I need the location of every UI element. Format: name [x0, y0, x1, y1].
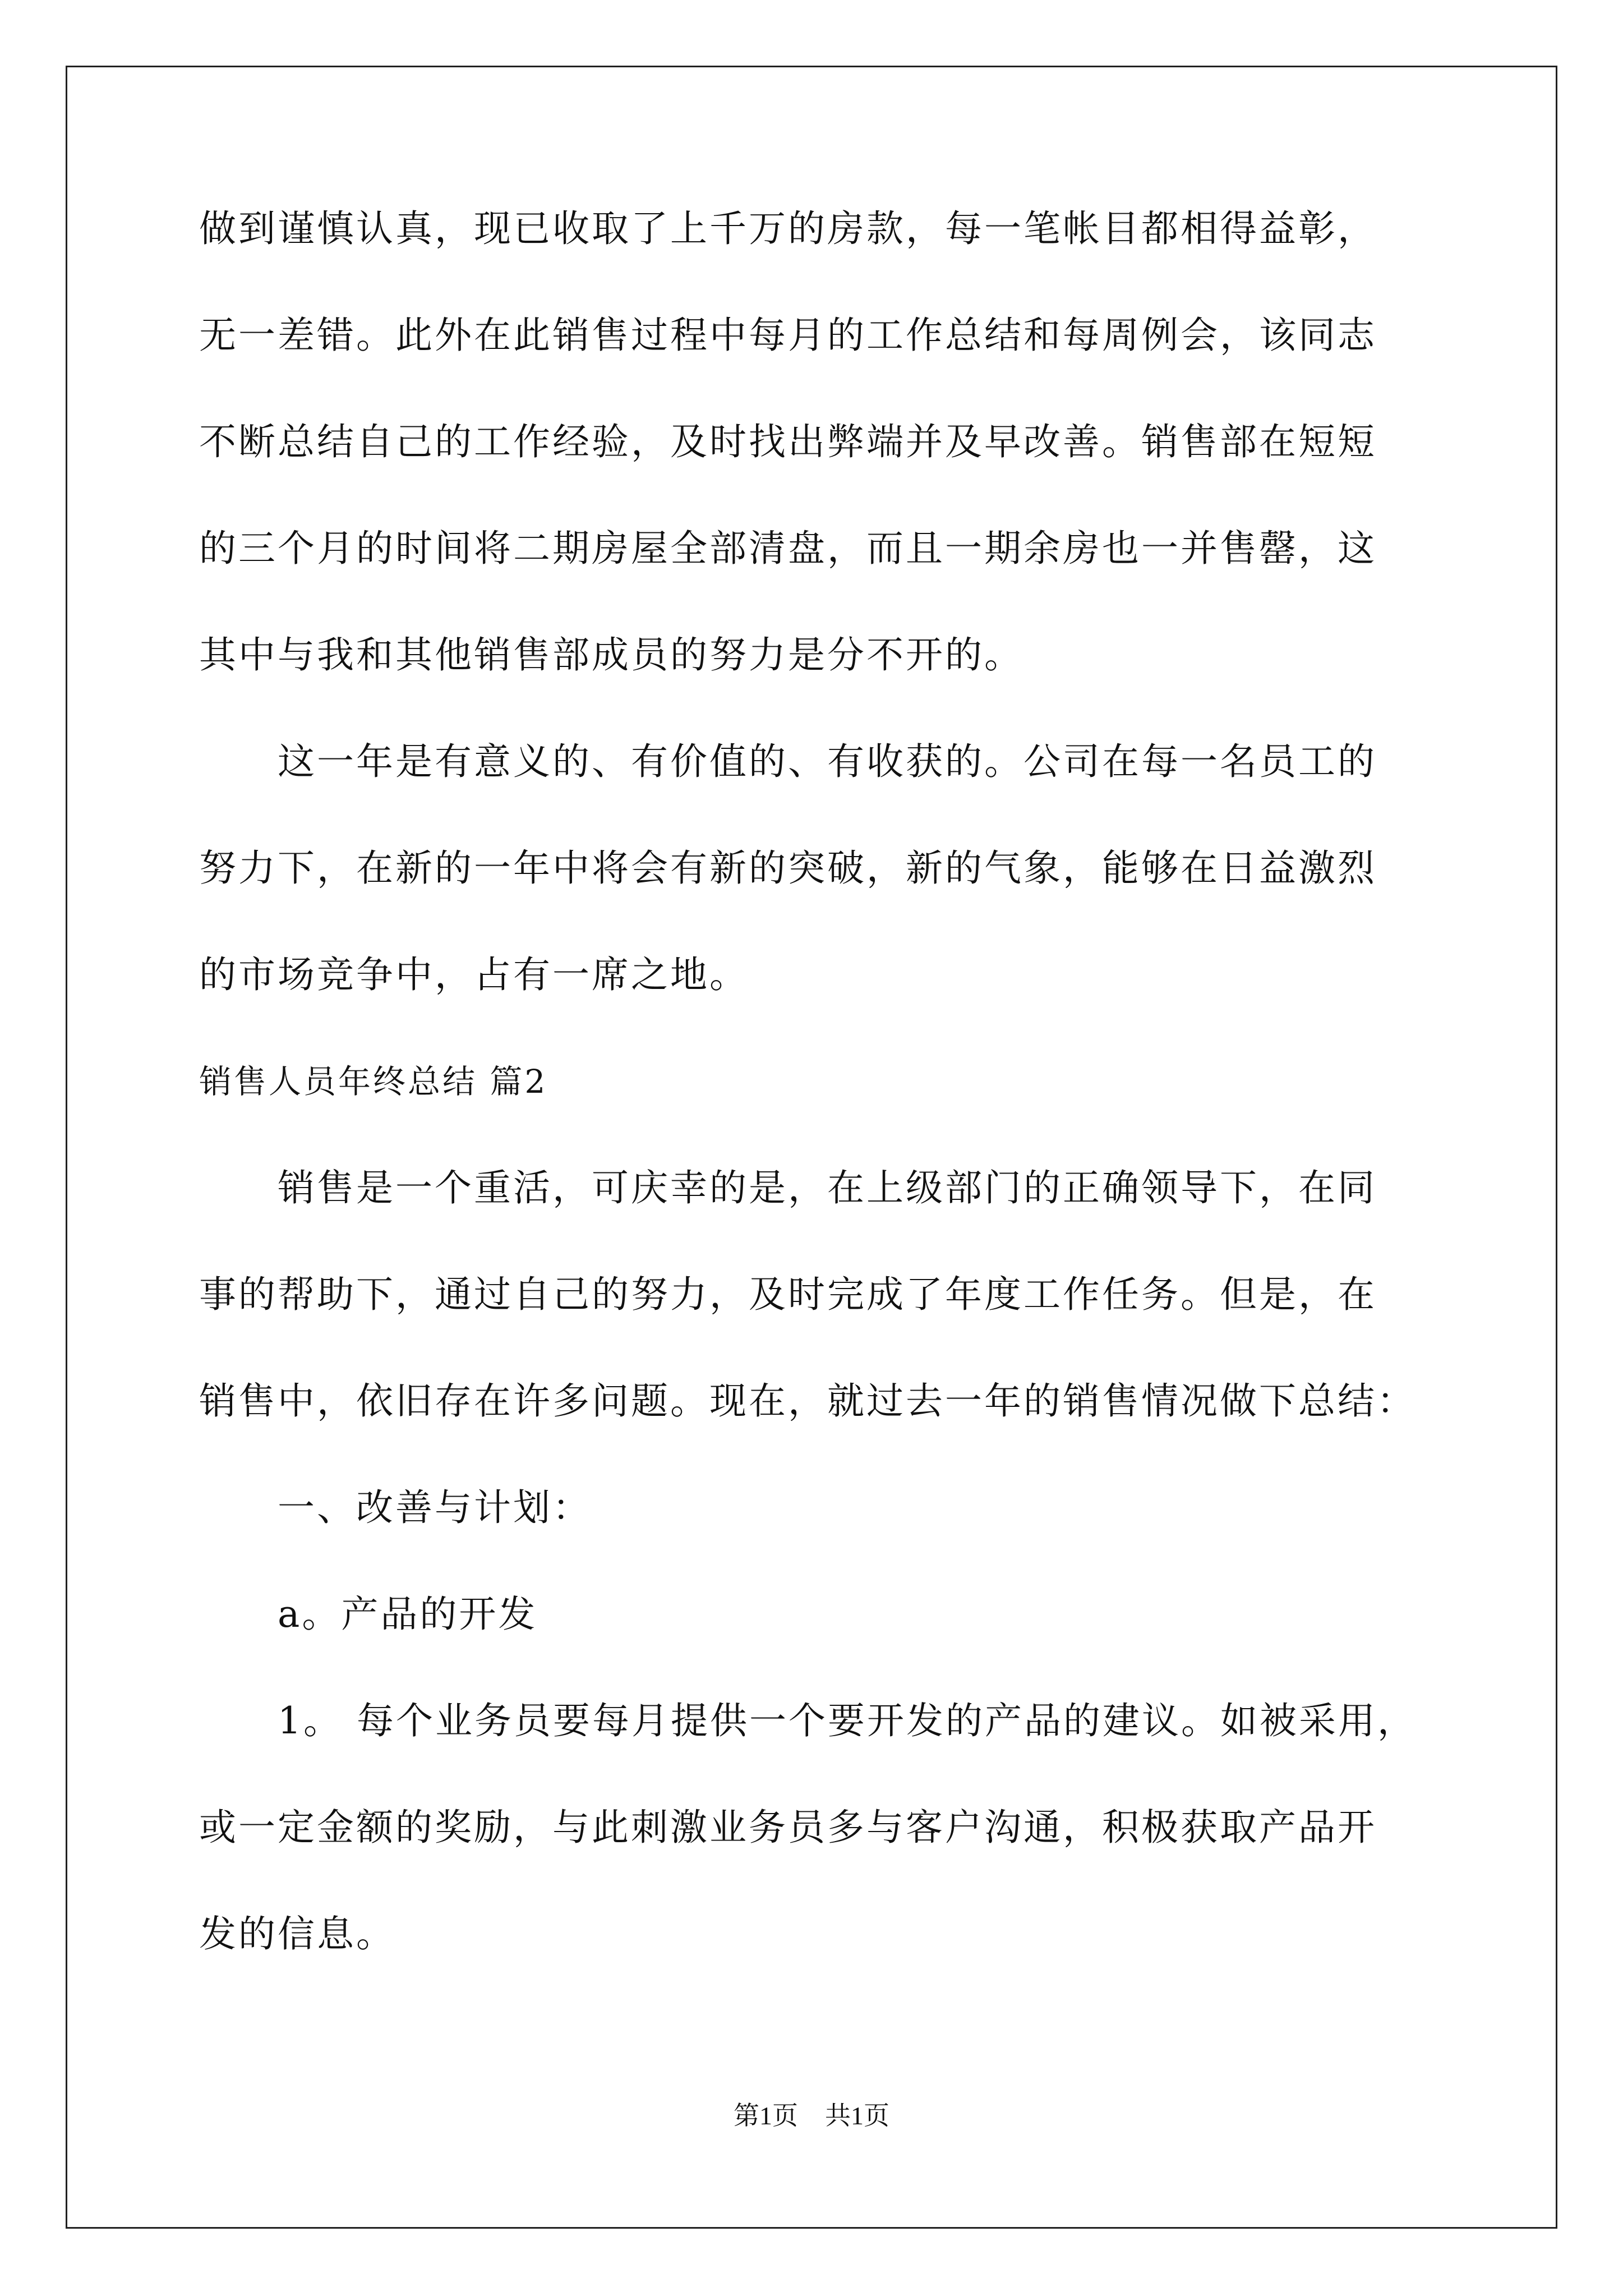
- paragraph-line: 其中与我和其他销售部成员的努力是分不开的。: [199, 633, 1023, 677]
- document-body: [199, 207, 1433, 2022]
- paragraph-line: 的市场竞争中，占有一席之地。: [199, 953, 749, 996]
- paragraph-line: 事的帮助下，通过自己的努力，及时完成了年度工作任务。但是，在: [199, 1273, 1377, 1316]
- paragraph-line: 或一定金额的奖励，与此刺激业务员多与客户沟通，积极获取产品开: [199, 1806, 1377, 1849]
- paragraph-line: 的三个月的时间将二期房屋全部清盘，而且一期余房也一并售罄，这: [199, 527, 1377, 570]
- paragraph-line: 一、改善与计划：: [199, 1486, 592, 1529]
- page-footer: [0, 2095, 1623, 2132]
- page-number-current: 第1页: [734, 2101, 798, 2130]
- paragraph-line: 无一差错。此外在此销售过程中每月的工作总结和每周例会，该同志: [199, 314, 1377, 357]
- page-number-total: 共1页: [825, 2101, 889, 2130]
- section-heading: 销售人员年终总结 篇2: [199, 1062, 548, 1101]
- paragraph-line: 销售是一个重活，可庆幸的是，在上级部门的正确领导下，在同: [199, 1166, 1377, 1209]
- paragraph-line: 不断总结自己的工作经验，及时找出弊端并及早改善。销售部在短短: [199, 420, 1377, 463]
- paragraph-line: 发的信息。: [199, 1912, 395, 1955]
- paragraph-line: 努力下，在新的一年中将会有新的突破，新的气象，能够在日益激烈: [199, 846, 1377, 890]
- paragraph-line: a。产品的开发: [199, 1593, 538, 1636]
- paragraph-line: 销售中，依旧存在许多问题。现在，就过去一年的销售情况做下总结：: [199, 1379, 1416, 1423]
- paragraph-line: 做到谨慎认真，现已收取了上千万的房款，每一笔帐目都相得益彰，: [199, 207, 1377, 250]
- paragraph-line: 这一年是有意义的、有价值的、有收获的。公司在每一名员工的: [199, 740, 1377, 783]
- paragraph-line: 1。 每个业务员要每月提供一个要开发的产品的建议。如被采用，: [199, 1699, 1417, 1742]
